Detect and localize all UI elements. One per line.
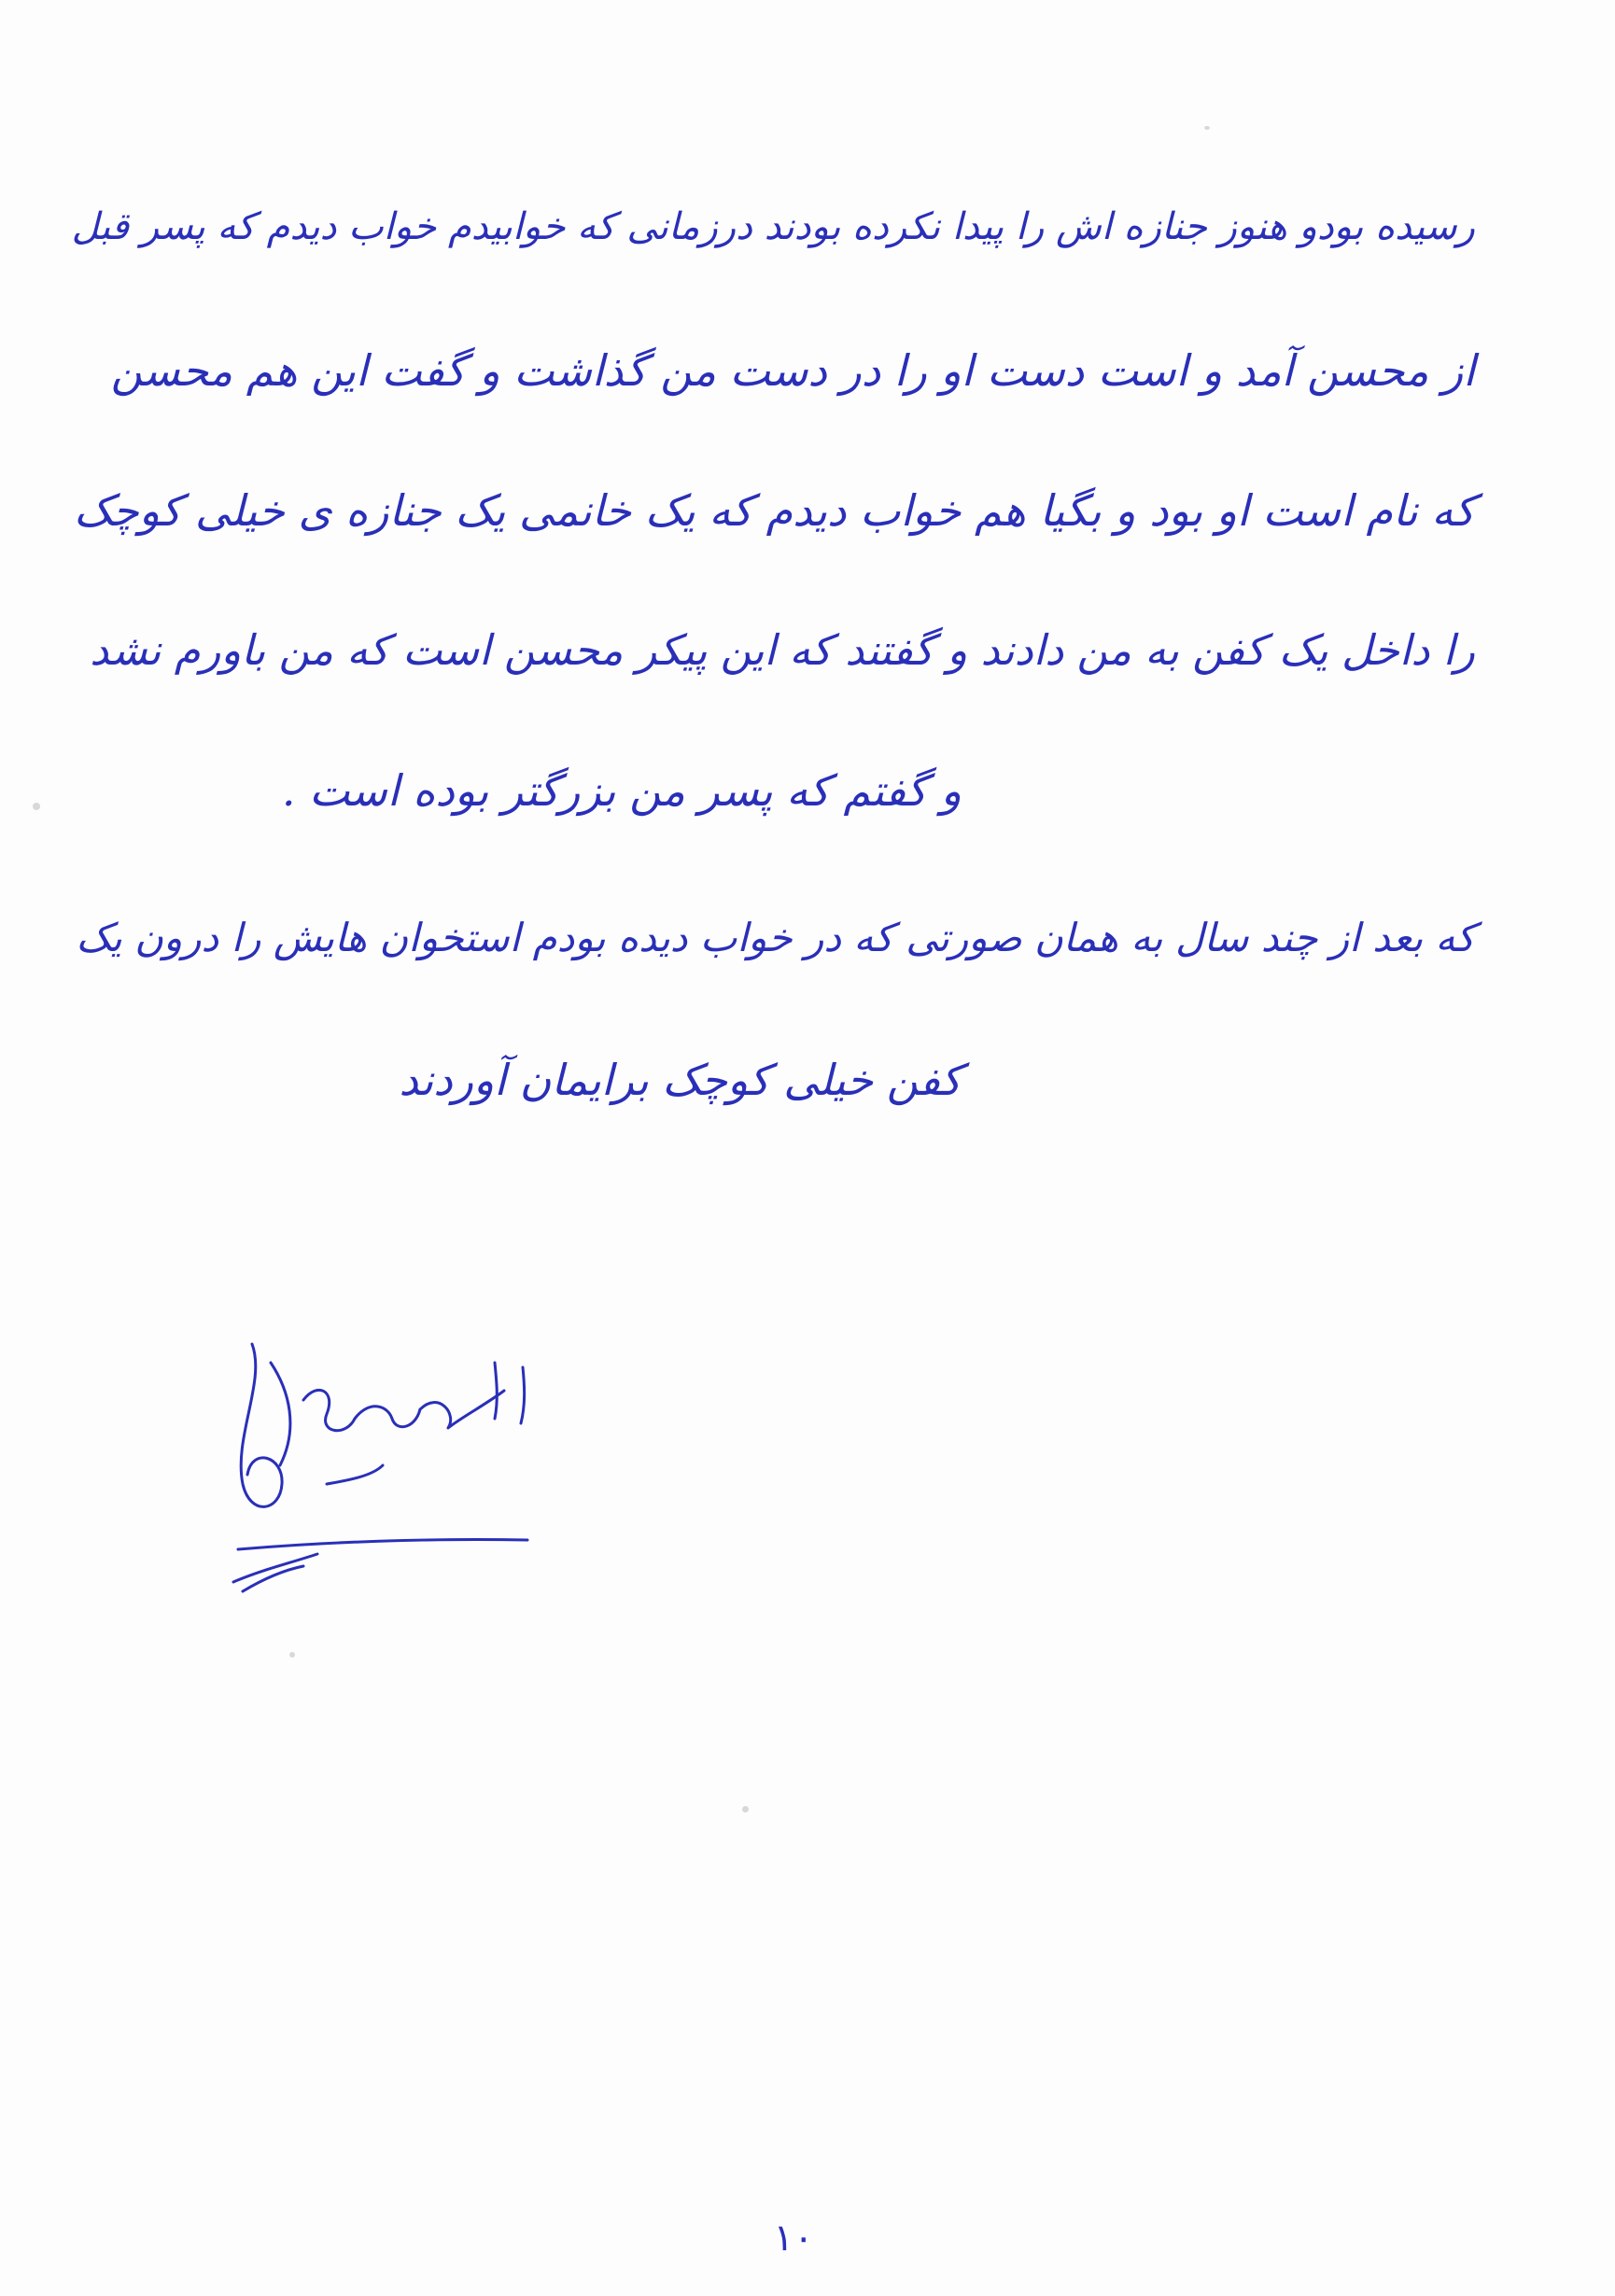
paper-speck	[33, 803, 40, 810]
handwritten-line-4: را داخل یک کفن به من دادند و گفتند که این پیکر محسن است که من باورم نشد	[90, 625, 1475, 675]
paper-speck	[742, 1806, 749, 1813]
paper-speck	[289, 1652, 295, 1658]
handwritten-signature	[215, 1325, 551, 1605]
handwritten-line-5: و گفتم که پسر من بزرگتر بوده است .	[281, 765, 962, 816]
handwritten-line-1: رسیده بودو هنوز جنازه اش را پیدا نکرده بودند درزمانی که خوابیدم خواب دیدم که پسر قبل	[71, 205, 1475, 248]
handwritten-line-3: که نام است او بود و بگیا هم خواب دیدم که یک خانمی یک جنازه ی خیلی کوچک	[74, 485, 1475, 536]
handwritten-line-2: از محسن آمد و است دست او را در دست من گذاشت و گفت این هم محسن	[110, 345, 1475, 396]
page-number: ۱۰	[773, 2217, 814, 2260]
handwritten-line-6: که بعد از چند سال به همان صورتی که در خواب دیده بودم استخوان هایش را درون یک	[76, 915, 1475, 960]
paper-speck	[1204, 126, 1210, 130]
handwritten-line-7: کفن خیلی کوچک برایمان آوردند	[399, 1055, 962, 1105]
